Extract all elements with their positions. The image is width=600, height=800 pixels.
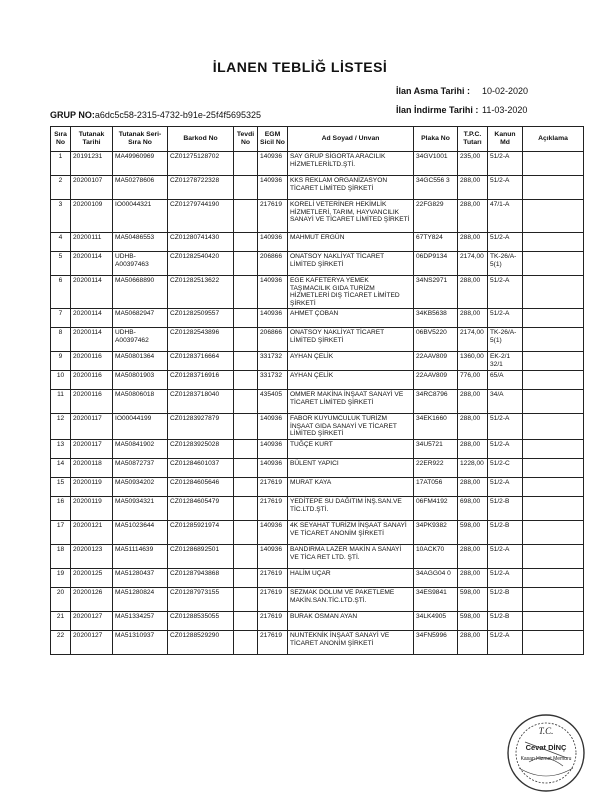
table-row bbox=[51, 459, 584, 478]
table-row bbox=[51, 588, 584, 612]
cell-aciklama bbox=[523, 152, 584, 176]
cell-sira-no: 19 bbox=[51, 569, 71, 588]
cell-ad-soyad-unvan: SEZMAK DOLUM VE PAKETLEME MAKİN.SAN.TİC.LTD.ŞTİ. bbox=[288, 588, 414, 612]
cell-kanun-md: 51/2-A bbox=[488, 276, 523, 309]
header-aciklama: Açıklama bbox=[523, 127, 584, 152]
cell-tevdi-no bbox=[234, 497, 258, 521]
cell-barkod-no: CZ01283716664 bbox=[168, 352, 234, 371]
cell-aciklama bbox=[523, 309, 584, 328]
cell-aciklama bbox=[523, 440, 584, 459]
cell-barkod-no: CZ01284605479 bbox=[168, 497, 234, 521]
cell-plaka-no: 22AAV809 bbox=[414, 352, 458, 371]
cell-barkod-no: CZ01282543896 bbox=[168, 328, 234, 352]
cell-kanun-md: EK-2/1 32/1 bbox=[488, 352, 523, 371]
header-sira-no: Sıra No bbox=[51, 127, 71, 152]
page-title: İLANEN TEBLİĞ LİSTESİ bbox=[212, 59, 388, 75]
cell-sira-no: 3 bbox=[51, 200, 71, 233]
cell-kanun-md: 65/A bbox=[488, 371, 523, 390]
cell-sira-no: 5 bbox=[51, 252, 71, 276]
cell-ad-soyad-unvan: OMMER MAKİNA İNŞAAT SANAYİ VE TİCARET LİMİTED ŞİRKETİ bbox=[288, 390, 414, 414]
cell-plaka-no: 34FN5996 bbox=[414, 631, 458, 655]
cell-tutanak-seri: MA51114639 bbox=[113, 545, 168, 569]
cell-aciklama bbox=[523, 478, 584, 497]
cell-kanun-md: 51/2-A bbox=[488, 440, 523, 459]
cell-aciklama bbox=[523, 233, 584, 252]
cell-tutanak-tarihi: 20200117 bbox=[71, 440, 113, 459]
header-tpc-tutari: T.P.C. Tutarı bbox=[458, 127, 488, 152]
cell-tevdi-no bbox=[234, 200, 258, 233]
cell-barkod-no: CZ01282513622 bbox=[168, 276, 234, 309]
cell-kanun-md: 34/A bbox=[488, 390, 523, 414]
cell-barkod-no: CZ01283927879 bbox=[168, 414, 234, 440]
cell-tpc-tutari: 288,00 bbox=[458, 390, 488, 414]
header-ad-soyad-unvan: Ad Soyad / Unvan bbox=[288, 127, 414, 152]
cell-tutanak-seri: UDHB-A00397462 bbox=[113, 328, 168, 352]
cell-sira-no: 21 bbox=[51, 612, 71, 631]
header-plaka-no: Plaka No bbox=[414, 127, 458, 152]
header-tutanak-tarihi: Tutanak Tarihi bbox=[71, 127, 113, 152]
cell-kanun-md: 51/2-B bbox=[488, 612, 523, 631]
cell-kanun-md: 51/2-B bbox=[488, 588, 523, 612]
cell-kanun-md: 51/2-A bbox=[488, 414, 523, 440]
cell-plaka-no: 06FM4192 bbox=[414, 497, 458, 521]
cell-tevdi-no bbox=[234, 152, 258, 176]
cell-ad-soyad-unvan: NUNTEKNİK İNŞAAT SANAYİ VE TİCARET ANONİM ŞİRKETİ bbox=[288, 631, 414, 655]
cell-aciklama bbox=[523, 390, 584, 414]
cell-egm-sicil-no: 140936 bbox=[258, 176, 288, 200]
cell-kanun-md: 51/2-A bbox=[488, 631, 523, 655]
cell-aciklama bbox=[523, 352, 584, 371]
cell-tpc-tutari: 288,00 bbox=[458, 545, 488, 569]
svg-text:Cevat DİNÇ: Cevat DİNÇ bbox=[525, 743, 567, 752]
cell-tutanak-seri: MA50486553 bbox=[113, 233, 168, 252]
official-seal bbox=[505, 712, 587, 794]
cell-tpc-tutari: 598,00 bbox=[458, 588, 488, 612]
header-egm-sicil-no: EGM Sicil No bbox=[258, 127, 288, 152]
cell-tutanak-tarihi: 20200111 bbox=[71, 233, 113, 252]
cell-egm-sicil-no: 217619 bbox=[258, 612, 288, 631]
cell-barkod-no: CZ01282509557 bbox=[168, 309, 234, 328]
cell-egm-sicil-no: 140936 bbox=[258, 440, 288, 459]
cell-tutanak-seri: MA50934202 bbox=[113, 478, 168, 497]
table-row bbox=[51, 414, 584, 440]
header-barkod-no: Barkod No bbox=[168, 127, 234, 152]
cell-ad-soyad-unvan: BÜLENT YAPICI bbox=[288, 459, 414, 478]
table-body bbox=[51, 152, 584, 655]
cell-egm-sicil-no: 140936 bbox=[258, 233, 288, 252]
cell-aciklama bbox=[523, 459, 584, 478]
cell-tutanak-seri: MA50806018 bbox=[113, 390, 168, 414]
cell-sira-no: 11 bbox=[51, 390, 71, 414]
table-row bbox=[51, 328, 584, 352]
cell-tutanak-tarihi: 20200127 bbox=[71, 631, 113, 655]
cell-egm-sicil-no: 140936 bbox=[258, 521, 288, 545]
cell-tevdi-no bbox=[234, 588, 258, 612]
cell-plaka-no: 34U5721 bbox=[414, 440, 458, 459]
cell-aciklama bbox=[523, 328, 584, 352]
cell-barkod-no: CZ01288529290 bbox=[168, 631, 234, 655]
cell-egm-sicil-no: 217619 bbox=[258, 631, 288, 655]
cell-aciklama bbox=[523, 569, 584, 588]
cell-egm-sicil-no: 140936 bbox=[258, 545, 288, 569]
cell-barkod-no: CZ01278722328 bbox=[168, 176, 234, 200]
cell-ad-soyad-unvan: KKS REKLAM ORGANİZASYON TİCARET LİMİTED ŞİRKETİ bbox=[288, 176, 414, 200]
cell-egm-sicil-no: 217619 bbox=[258, 497, 288, 521]
cell-tpc-tutari: 1228,00 bbox=[458, 459, 488, 478]
cell-barkod-no: CZ01284605646 bbox=[168, 478, 234, 497]
cell-ad-soyad-unvan: SAY GRUP SİGORTA ARACILIK HİZMETLERİLTD.ŞTİ. bbox=[288, 152, 414, 176]
cell-tevdi-no bbox=[234, 309, 258, 328]
cell-tutanak-seri: MA51280824 bbox=[113, 588, 168, 612]
cell-tutanak-tarihi: 20200123 bbox=[71, 545, 113, 569]
cell-plaka-no: 22ER922 bbox=[414, 459, 458, 478]
cell-aciklama bbox=[523, 612, 584, 631]
cell-ad-soyad-unvan: AHMET ÇOBAN bbox=[288, 309, 414, 328]
cell-plaka-no: 10ACK70 bbox=[414, 545, 458, 569]
cell-sira-no: 12 bbox=[51, 414, 71, 440]
cell-aciklama bbox=[523, 176, 584, 200]
cell-tevdi-no bbox=[234, 521, 258, 545]
cell-aciklama bbox=[523, 521, 584, 545]
cell-tutanak-tarihi: 20200114 bbox=[71, 328, 113, 352]
cell-kanun-md: 51/2-A bbox=[488, 545, 523, 569]
cell-tutanak-seri: MA51334257 bbox=[113, 612, 168, 631]
grup-label: GRUP NO: bbox=[50, 110, 95, 120]
cell-kanun-md: 51/2-A bbox=[488, 152, 523, 176]
cell-plaka-no: 06BV5220 bbox=[414, 328, 458, 352]
cell-ad-soyad-unvan: ONATSOY NAKLİYAT TİCARET LİMİTED ŞİRKETİ bbox=[288, 328, 414, 352]
cell-tpc-tutari: 2174,00 bbox=[458, 252, 488, 276]
cell-barkod-no: CZ01284601037 bbox=[168, 459, 234, 478]
cell-tpc-tutari: 698,00 bbox=[458, 497, 488, 521]
cell-tutanak-tarihi: 20200119 bbox=[71, 497, 113, 521]
cell-barkod-no: CZ01282540420 bbox=[168, 252, 234, 276]
cell-sira-no: 4 bbox=[51, 233, 71, 252]
dates-block bbox=[396, 86, 542, 124]
cell-barkod-no: CZ01280741430 bbox=[168, 233, 234, 252]
cell-tutanak-seri: MA49960969 bbox=[113, 152, 168, 176]
cell-tutanak-tarihi: 20200116 bbox=[71, 390, 113, 414]
table-row bbox=[51, 200, 584, 233]
cell-plaka-no: 34RC8796 bbox=[414, 390, 458, 414]
cell-tevdi-no bbox=[234, 371, 258, 390]
table-header-row bbox=[51, 127, 584, 152]
cell-egm-sicil-no: 140936 bbox=[258, 309, 288, 328]
cell-tutanak-tarihi: 20200114 bbox=[71, 309, 113, 328]
cell-barkod-no: CZ01287943868 bbox=[168, 569, 234, 588]
cell-egm-sicil-no: 217619 bbox=[258, 478, 288, 497]
cell-tevdi-no bbox=[234, 328, 258, 352]
cell-tpc-tutari: 288,00 bbox=[458, 176, 488, 200]
cell-egm-sicil-no: 217619 bbox=[258, 569, 288, 588]
cell-sira-no: 13 bbox=[51, 440, 71, 459]
cell-tevdi-no bbox=[234, 440, 258, 459]
cell-ad-soyad-unvan: KORELİ VETERİNER HEKİMLİK HİZMETLERİ, TARIM, HAYVANCILIK SANAYİ VE TİCARET LİMİTED ŞİRKETİ bbox=[288, 200, 414, 233]
cell-plaka-no: 34PK9382 bbox=[414, 521, 458, 545]
cell-barkod-no: CZ01286892501 bbox=[168, 545, 234, 569]
cell-tpc-tutari: 288,00 bbox=[458, 478, 488, 497]
cell-tutanak-tarihi: 20200116 bbox=[71, 371, 113, 390]
table-row bbox=[51, 569, 584, 588]
cell-tpc-tutari: 288,00 bbox=[458, 440, 488, 459]
cell-aciklama bbox=[523, 588, 584, 612]
cell-tutanak-tarihi: 20200109 bbox=[71, 200, 113, 233]
cell-egm-sicil-no: 140936 bbox=[258, 414, 288, 440]
cell-tutanak-seri: IO00044199 bbox=[113, 414, 168, 440]
cell-tutanak-tarihi: 20191231 bbox=[71, 152, 113, 176]
cell-tutanak-seri: UDHB-A00397463 bbox=[113, 252, 168, 276]
cell-sira-no: 10 bbox=[51, 371, 71, 390]
cell-aciklama bbox=[523, 371, 584, 390]
cell-sira-no: 20 bbox=[51, 588, 71, 612]
cell-tevdi-no bbox=[234, 276, 258, 309]
cell-barkod-no: CZ01285921974 bbox=[168, 521, 234, 545]
cell-sira-no: 22 bbox=[51, 631, 71, 655]
cell-tpc-tutari: 776,00 bbox=[458, 371, 488, 390]
table-row bbox=[51, 309, 584, 328]
cell-tutanak-seri: MA51280437 bbox=[113, 569, 168, 588]
cell-plaka-no: 67TY824 bbox=[414, 233, 458, 252]
cell-sira-no: 7 bbox=[51, 309, 71, 328]
cell-tutanak-seri: MA50682947 bbox=[113, 309, 168, 328]
cell-tutanak-tarihi: 20200114 bbox=[71, 276, 113, 309]
cell-egm-sicil-no: 206866 bbox=[258, 252, 288, 276]
cell-barkod-no: CZ01275128702 bbox=[168, 152, 234, 176]
cell-plaka-no: 34GV1001 bbox=[414, 152, 458, 176]
cell-tpc-tutari: 288,00 bbox=[458, 631, 488, 655]
table-row bbox=[51, 152, 584, 176]
table-row bbox=[51, 390, 584, 414]
cell-aciklama bbox=[523, 545, 584, 569]
cell-ad-soyad-unvan: MURAT KAYA bbox=[288, 478, 414, 497]
cell-tutanak-seri: MA50841902 bbox=[113, 440, 168, 459]
cell-tpc-tutari: 598,00 bbox=[458, 521, 488, 545]
cell-tpc-tutari: 288,00 bbox=[458, 414, 488, 440]
cell-kanun-md: 47/1-A bbox=[488, 200, 523, 233]
cell-ad-soyad-unvan: YEDİTEPE SU DAĞITIM İNŞ.SAN.VE TİC.LTD.ŞTİ. bbox=[288, 497, 414, 521]
cell-ad-soyad-unvan: BURAK OSMAN AYAN bbox=[288, 612, 414, 631]
cell-barkod-no: CZ01283716916 bbox=[168, 371, 234, 390]
cell-tevdi-no bbox=[234, 233, 258, 252]
table-row bbox=[51, 478, 584, 497]
cell-tutanak-seri: MA51023644 bbox=[113, 521, 168, 545]
cell-sira-no: 1 bbox=[51, 152, 71, 176]
cell-tutanak-tarihi: 20200116 bbox=[71, 352, 113, 371]
cell-barkod-no: CZ01288535055 bbox=[168, 612, 234, 631]
cell-tutanak-tarihi: 20200117 bbox=[71, 414, 113, 440]
cell-egm-sicil-no: 206866 bbox=[258, 328, 288, 352]
cell-sira-no: 8 bbox=[51, 328, 71, 352]
cell-kanun-md: 51/2-B bbox=[488, 521, 523, 545]
cell-tutanak-tarihi: 20200107 bbox=[71, 176, 113, 200]
cell-egm-sicil-no: 140936 bbox=[258, 459, 288, 478]
cell-tutanak-tarihi: 20200127 bbox=[71, 612, 113, 631]
cell-ad-soyad-unvan: MAHMUT ERGÜN bbox=[288, 233, 414, 252]
table-row bbox=[51, 176, 584, 200]
cell-egm-sicil-no: 217619 bbox=[258, 200, 288, 233]
cell-sira-no: 18 bbox=[51, 545, 71, 569]
cell-tutanak-seri: MA50801364 bbox=[113, 352, 168, 371]
cell-tevdi-no bbox=[234, 545, 258, 569]
cell-tevdi-no bbox=[234, 390, 258, 414]
table-row bbox=[51, 276, 584, 309]
cell-tevdi-no bbox=[234, 252, 258, 276]
table-row bbox=[51, 497, 584, 521]
cell-tevdi-no bbox=[234, 612, 258, 631]
cell-tpc-tutari: 288,00 bbox=[458, 309, 488, 328]
cell-tutanak-tarihi: 20200118 bbox=[71, 459, 113, 478]
cell-barkod-no: CZ01279744190 bbox=[168, 200, 234, 233]
cell-tevdi-no bbox=[234, 176, 258, 200]
cell-aciklama bbox=[523, 497, 584, 521]
cell-ad-soyad-unvan: BANDIRMA LAZER MAKİN A SANAYİ VE TİCA RET LTD. ŞTİ. bbox=[288, 545, 414, 569]
cell-tpc-tutari: 288,00 bbox=[458, 569, 488, 588]
cell-aciklama bbox=[523, 200, 584, 233]
cell-tevdi-no bbox=[234, 631, 258, 655]
cell-ad-soyad-unvan: AYHAN ÇELİK bbox=[288, 371, 414, 390]
cell-tutanak-tarihi: 20200126 bbox=[71, 588, 113, 612]
table-row bbox=[51, 521, 584, 545]
cell-plaka-no: 34NS2971 bbox=[414, 276, 458, 309]
cell-barkod-no: CZ01283718040 bbox=[168, 390, 234, 414]
cell-sira-no: 17 bbox=[51, 521, 71, 545]
cell-ad-soyad-unvan: ONATSOY NAKLİYAT TİCARET LİMİTED ŞİRKETİ bbox=[288, 252, 414, 276]
cell-plaka-no: 17AT056 bbox=[414, 478, 458, 497]
header-tevdi-no: Tevdi No bbox=[234, 127, 258, 152]
table-row bbox=[51, 631, 584, 655]
indirme-label: İlan İndirme Tarihi : bbox=[396, 105, 479, 115]
cell-ad-soyad-unvan: 4K SEYAHAT TURİZM İNŞAAT SANAYİ VE TİCARET ANONİM ŞİRKETİ bbox=[288, 521, 414, 545]
cell-egm-sicil-no: 140936 bbox=[258, 276, 288, 309]
cell-tpc-tutari: 288,00 bbox=[458, 233, 488, 252]
cell-tutanak-seri: IO00044321 bbox=[113, 200, 168, 233]
cell-kanun-md: 51/2-C bbox=[488, 459, 523, 478]
table-row bbox=[51, 545, 584, 569]
cell-plaka-no: 22AAV809 bbox=[414, 371, 458, 390]
cell-kanun-md: 51/2-A bbox=[488, 233, 523, 252]
asma-value: 10-02-2020 bbox=[482, 86, 529, 96]
cell-kanun-md: 51/2-A bbox=[488, 309, 523, 328]
cell-sira-no: 2 bbox=[51, 176, 71, 200]
table-row bbox=[51, 252, 584, 276]
cell-sira-no: 15 bbox=[51, 478, 71, 497]
cell-ad-soyad-unvan: HALİM UÇAR bbox=[288, 569, 414, 588]
header-kanun-md: Kanun Md bbox=[488, 127, 523, 152]
cell-egm-sicil-no: 331732 bbox=[258, 371, 288, 390]
cell-sira-no: 16 bbox=[51, 497, 71, 521]
cell-sira-no: 6 bbox=[51, 276, 71, 309]
cell-tpc-tutari: 1360,00 bbox=[458, 352, 488, 371]
cell-kanun-md: TK-26/A-5(1) bbox=[488, 252, 523, 276]
indirme-value: 11-03-2020 bbox=[482, 105, 528, 115]
cell-aciklama bbox=[523, 252, 584, 276]
grup-value: a6dc5c58-2315-4732-b91e-25f4f5695325 bbox=[94, 110, 261, 120]
svg-text:T.C.: T.C. bbox=[538, 726, 554, 736]
cell-ad-soyad-unvan: TUĞÇE KURT bbox=[288, 440, 414, 459]
table-row bbox=[51, 371, 584, 390]
cell-tevdi-no bbox=[234, 569, 258, 588]
cell-sira-no: 14 bbox=[51, 459, 71, 478]
cell-egm-sicil-no: 331732 bbox=[258, 352, 288, 371]
cell-tutanak-seri: MA50934321 bbox=[113, 497, 168, 521]
cell-sira-no: 9 bbox=[51, 352, 71, 371]
cell-plaka-no: 34ES9841 bbox=[414, 588, 458, 612]
cell-tutanak-tarihi: 20200114 bbox=[71, 252, 113, 276]
cell-plaka-no: 34LK4905 bbox=[414, 612, 458, 631]
cell-egm-sicil-no: 140936 bbox=[258, 152, 288, 176]
cell-tevdi-no bbox=[234, 352, 258, 371]
cell-tpc-tutari: 235,00 bbox=[458, 152, 488, 176]
cell-tutanak-seri: MA50801903 bbox=[113, 371, 168, 390]
cell-tevdi-no bbox=[234, 459, 258, 478]
cell-aciklama bbox=[523, 631, 584, 655]
cell-tutanak-seri: MA51310937 bbox=[113, 631, 168, 655]
cell-plaka-no: 34KB5638 bbox=[414, 309, 458, 328]
cell-tevdi-no bbox=[234, 414, 258, 440]
cell-tutanak-seri: MA50872737 bbox=[113, 459, 168, 478]
cell-egm-sicil-no: 435405 bbox=[258, 390, 288, 414]
table-row bbox=[51, 440, 584, 459]
cell-tpc-tutari: 288,00 bbox=[458, 200, 488, 233]
cell-tutanak-seri: MA50668890 bbox=[113, 276, 168, 309]
asma-label: İlan Asma Tarihi : bbox=[396, 86, 471, 96]
cell-kanun-md: 51/2-A bbox=[488, 569, 523, 588]
cell-barkod-no: CZ01283925028 bbox=[168, 440, 234, 459]
cell-kanun-md: TK-26/A-5(1) bbox=[488, 328, 523, 352]
cell-egm-sicil-no: 217619 bbox=[258, 588, 288, 612]
cell-tpc-tutari: 288,00 bbox=[458, 276, 488, 309]
cell-aciklama bbox=[523, 276, 584, 309]
cell-ad-soyad-unvan: FABOR KUYUMCULUK TURİZM İNŞAAT GIDA SANAYİ VE TİCARET LİMİTED ŞİRKETİ bbox=[288, 414, 414, 440]
cell-tutanak-tarihi: 20200125 bbox=[71, 569, 113, 588]
cell-ad-soyad-unvan: EGE KAFETERYA YEMEK TAŞIMACILIK GIDA TURİZM HİZMETLERİ DIŞ TİCARET LİMİTED ŞİRKETİ bbox=[288, 276, 414, 309]
cell-kanun-md: 51/2-A bbox=[488, 478, 523, 497]
cell-plaka-no: 22FG829 bbox=[414, 200, 458, 233]
cell-aciklama bbox=[523, 414, 584, 440]
cell-tutanak-tarihi: 20200121 bbox=[71, 521, 113, 545]
header-tutanak-seri: Tutanak Seri-Sıra No bbox=[113, 127, 168, 152]
cell-ad-soyad-unvan: AYHAN ÇELİK bbox=[288, 352, 414, 371]
cell-tevdi-no bbox=[234, 478, 258, 497]
svg-text:Kasap Hizmet Memuru: Kasap Hizmet Memuru bbox=[520, 756, 572, 762]
cell-tpc-tutari: 598,00 bbox=[458, 612, 488, 631]
table-row bbox=[51, 233, 584, 252]
notice-table bbox=[50, 126, 584, 655]
table-row bbox=[51, 612, 584, 631]
cell-kanun-md: 51/2-B bbox=[488, 497, 523, 521]
cell-tutanak-tarihi: 20200119 bbox=[71, 478, 113, 497]
cell-barkod-no: CZ01287973155 bbox=[168, 588, 234, 612]
cell-plaka-no: 06DP9134 bbox=[414, 252, 458, 276]
cell-plaka-no: 34AGG04 0 bbox=[414, 569, 458, 588]
cell-plaka-no: 34EK1660 bbox=[414, 414, 458, 440]
cell-kanun-md: 51/2-A bbox=[488, 176, 523, 200]
cell-plaka-no: 34GC556 3 bbox=[414, 176, 458, 200]
cell-tutanak-seri: MA50278606 bbox=[113, 176, 168, 200]
grup-line bbox=[50, 110, 261, 120]
cell-tpc-tutari: 2174,00 bbox=[458, 328, 488, 352]
table-row bbox=[51, 352, 584, 371]
